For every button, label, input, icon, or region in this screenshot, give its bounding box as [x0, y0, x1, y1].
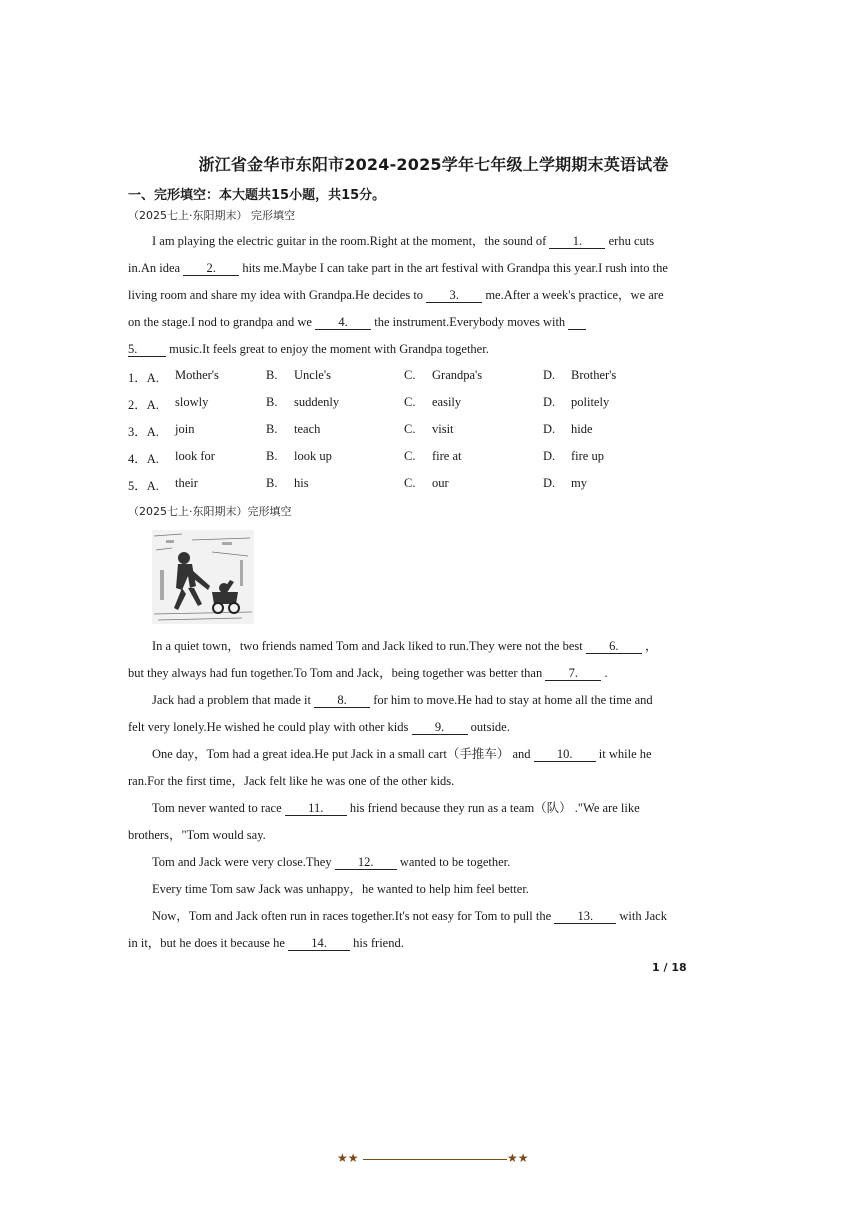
blank-12: 12. — [335, 856, 397, 870]
option-d: hide — [571, 422, 593, 436]
option-row — [128, 368, 688, 384]
option-b: teach — [294, 422, 321, 436]
option-letter-d: D. — [543, 449, 556, 463]
passage-line: Jack had a problem that made it 8. for him to move.He had to stay at home all the time and — [152, 693, 653, 707]
option-b: Uncle's — [294, 368, 331, 382]
blank-7: 7. — [545, 667, 601, 681]
star-icon: ★★ — [337, 1151, 359, 1165]
question-number: 5．A. — [128, 479, 159, 493]
passage-line: One day，Tom had a great idea.He put Jack in a small cart（手推车） and 10. it while he — [152, 747, 652, 761]
option-letter-b: B. — [266, 395, 278, 409]
option-a: Mother's — [175, 368, 219, 382]
page-title: 浙江省金华市东阳市2024-2025学年七年级上学期期末英语试卷 — [198, 155, 669, 174]
option-letter-d: D. — [543, 422, 556, 436]
option-a: their — [175, 476, 198, 490]
option-c: visit — [432, 422, 454, 436]
option-letter-b: B. — [266, 368, 278, 382]
option-row — [128, 422, 688, 438]
question-number: 2．A. — [128, 398, 159, 412]
passage-line: Now，Tom and Jack often run in races together.It's not easy for Tom to pull the 13. with Jack — [152, 909, 667, 923]
blank-8: 8. — [314, 694, 370, 708]
blank-9: 9. — [412, 721, 468, 735]
option-letter-d: D. — [543, 476, 556, 490]
passage-line: in it，but he does it because he 14. his friend. — [128, 936, 404, 950]
option-letter-c: C. — [404, 476, 416, 490]
question-source: （2025七上·东阳期末）完形填空 — [128, 505, 292, 518]
passage-line: living room and share my idea with Grandpa.He decides to 3. me.After a week's practice，we are — [128, 288, 664, 302]
option-b: suddenly — [294, 395, 340, 409]
option-row — [128, 395, 688, 411]
blank-11: 11. — [285, 802, 347, 816]
blank-5: 5. — [128, 343, 166, 357]
question-number: 3．A. — [128, 425, 159, 439]
passage-line: in.An idea 2. hits me.Maybe I can take part in the art festival with Grandpa this year.I rush into the — [128, 261, 668, 275]
option-c: Grandpa's — [432, 368, 483, 382]
passage-line: In a quiet town，two friends named Tom and Jack liked to run.They were not the best 6. ， — [152, 639, 658, 653]
footer-divider — [363, 1159, 507, 1160]
blank-1: 1. — [549, 235, 605, 249]
passage-line: 5. music.It feels great to enjoy the moment with Grandpa together. — [128, 342, 489, 356]
option-letter-b: B. — [266, 422, 278, 436]
option-a: slowly — [175, 395, 209, 409]
passage-line: but they always had fun together.To Tom and Jack，being together was better than 7. . — [128, 666, 608, 680]
blank-6: 6. — [586, 640, 642, 654]
option-d: fire up — [571, 449, 604, 463]
footer-ornament — [337, 1151, 533, 1167]
question-source: （2025七上·东阳期末） 完形填空 — [128, 209, 295, 222]
option-letter-c: C. — [404, 368, 416, 382]
question-number: 4．A. — [128, 452, 159, 466]
option-letter-d: D. — [543, 395, 556, 409]
option-letter-c: C. — [404, 449, 416, 463]
blank-2: 2. — [183, 262, 239, 276]
passage-line: ran.For the first time，Jack felt like he was one of the other kids. — [128, 774, 455, 788]
passage-line: on the stage.I nod to grandpa and we 4. the instrument.Everybody moves with — [128, 314, 688, 330]
option-letter-d: D. — [543, 368, 556, 382]
passage-line: felt very lonely.He wished he could play with other kids 9. outside. — [128, 720, 510, 734]
passage-line: Every time Tom saw Jack was unhappy，he wanted to help him feel better. — [152, 882, 529, 896]
blank-13: 13. — [554, 910, 616, 924]
blank-14: 14. — [288, 937, 350, 951]
option-d: politely — [571, 395, 610, 409]
illustration-running-with-cart — [152, 530, 254, 624]
option-a: join — [175, 422, 195, 436]
option-d: Brother's — [571, 368, 617, 382]
option-d: my — [571, 476, 587, 490]
option-letter-c: C. — [404, 422, 416, 436]
page-number: 1 / 18 — [652, 961, 687, 974]
option-row — [128, 449, 688, 465]
section-heading: 一、完形填空：本大题共15小题，共15分。 — [128, 188, 386, 203]
option-c: easily — [432, 395, 462, 409]
blank-10: 10. — [534, 748, 596, 762]
blank-5-start — [568, 316, 586, 330]
blank-4: 4. — [315, 316, 371, 330]
option-letter-b: B. — [266, 476, 278, 490]
option-c: fire at — [432, 449, 462, 463]
option-b: his — [294, 476, 309, 490]
star-icon: ★★ — [507, 1151, 529, 1165]
option-letter-b: B. — [266, 449, 278, 463]
passage-line: I am playing the electric guitar in the room.Right at the moment，the sound of 1. erhu cuts — [152, 234, 655, 248]
option-b: look up — [294, 449, 332, 463]
question-number: 1．A. — [128, 371, 159, 385]
option-letter-c: C. — [404, 395, 416, 409]
passage-line: Tom never wanted to race 11. his friend because they run as a team（队） ."We are like — [152, 801, 640, 815]
passage-line: brothers，"Tom would say. — [128, 828, 266, 842]
option-row — [128, 476, 688, 492]
option-c: our — [432, 476, 449, 490]
passage-line: Tom and Jack were very close.They 12. wanted to be together. — [152, 855, 511, 869]
option-a: look for — [175, 449, 215, 463]
blank-3: 3. — [426, 289, 482, 303]
